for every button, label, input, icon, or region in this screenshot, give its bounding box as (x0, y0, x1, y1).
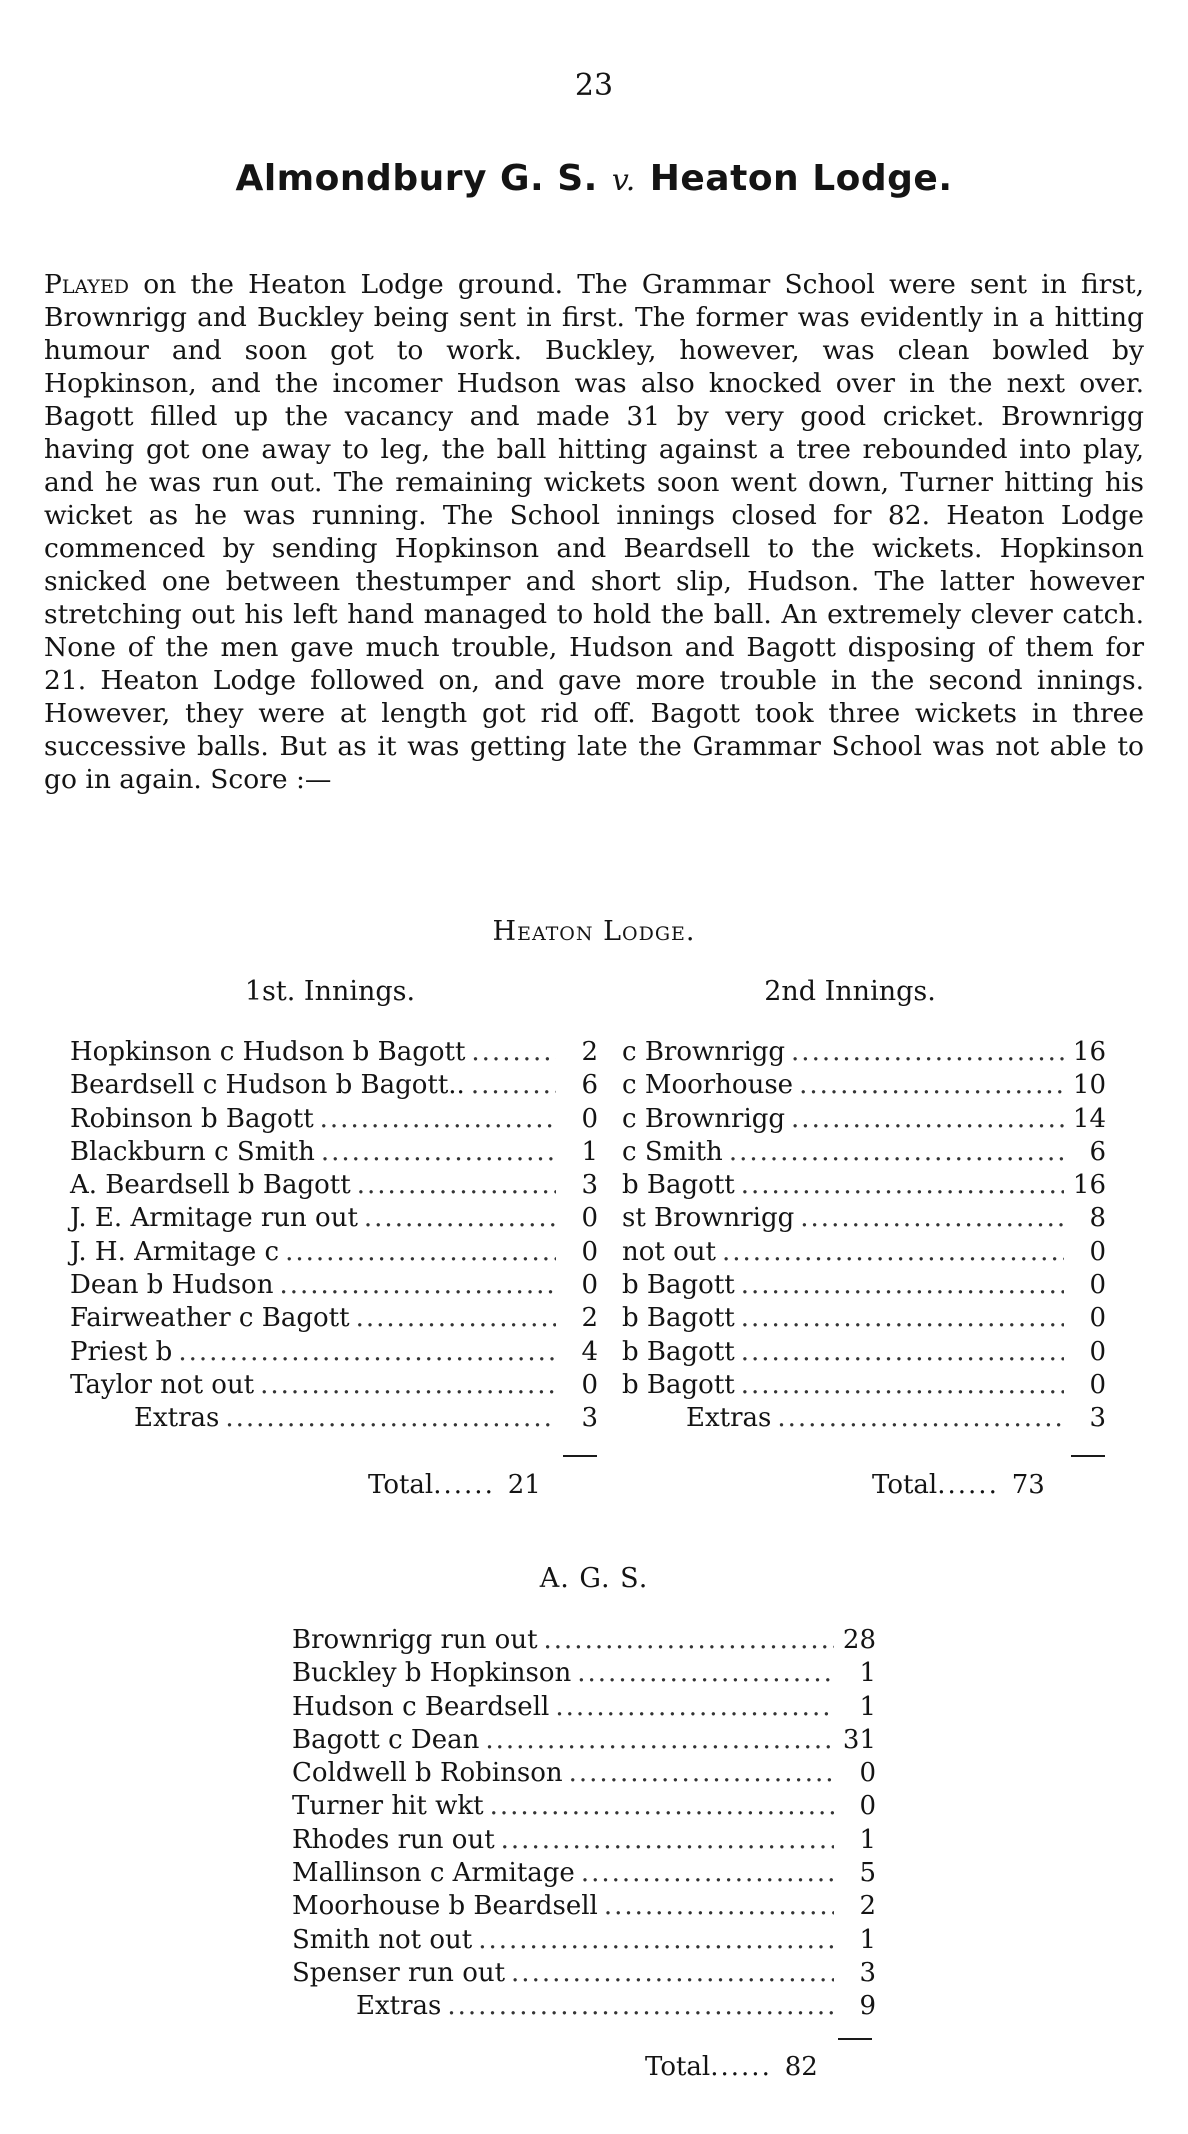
total-label: Total (872, 1470, 938, 1500)
leader-dots (741, 1336, 1064, 1369)
runs-value: 0 (581, 1236, 598, 1267)
score-row (70, 1336, 598, 1369)
score-row (292, 1657, 876, 1690)
score-row (292, 1757, 876, 1790)
runs-value: 2 (581, 1303, 598, 1334)
batsman-entry: Taylor not out (70, 1369, 255, 1400)
score-row (622, 1402, 1106, 1435)
leader-dots (285, 1236, 556, 1269)
leader-dots (544, 1624, 834, 1657)
runs-value: 0 (859, 1758, 876, 1789)
leader-dots (791, 1036, 1064, 1069)
score-row (70, 1302, 598, 1335)
leader-dots (447, 1990, 834, 2023)
second-innings-total (872, 1470, 1045, 1500)
total-label: Total (645, 2052, 711, 2082)
runs-value: 0 (581, 1270, 598, 1301)
runs-value: 0 (1089, 1369, 1106, 1400)
leader-dots (511, 1957, 834, 1990)
versus-label: v. (611, 163, 636, 198)
batsman-entry: Blackburn c Smith (70, 1136, 315, 1167)
runs-value: 0 (581, 1103, 598, 1134)
batsman-entry: Extras (356, 1991, 442, 2022)
runs-value: 0 (859, 1791, 876, 1822)
runs-value: 1 (859, 1824, 876, 1855)
runs-value: 0 (1089, 1270, 1106, 1301)
batsman-entry: J. E. Armitage run out (70, 1203, 358, 1234)
leader-dots (604, 1890, 834, 1923)
runs-value: 16 (1072, 1037, 1106, 1067)
report-lead-word: Played (44, 269, 130, 300)
batsman-entry: Turner hit wkt (292, 1791, 484, 1822)
score-row (292, 1957, 876, 1990)
leader-dots (260, 1369, 556, 1402)
score-row (70, 1069, 598, 1102)
leader-dots (777, 1402, 1064, 1435)
score-row (292, 1990, 876, 2023)
score-row (622, 1236, 1106, 1269)
leader-dots (741, 1169, 1064, 1202)
runs-value: 31 (842, 1724, 876, 1755)
runs-value: 5 (859, 1858, 876, 1889)
second-innings-total-rule (1071, 1455, 1105, 1457)
runs-value: 0 (581, 1203, 598, 1234)
score-row (292, 1890, 876, 1923)
leader-dots (478, 1924, 834, 1957)
runs-value: 3 (859, 1957, 876, 1988)
heaton-lodge-heading: Heaton Lodge. (492, 916, 696, 947)
runs-value: 14 (1072, 1103, 1106, 1134)
score-row (292, 1691, 876, 1724)
batsman-entry: Extras (134, 1403, 220, 1434)
score-row (70, 1402, 598, 1435)
leader-dots (356, 1302, 556, 1335)
leader-dots (555, 1691, 834, 1724)
runs-value: 8 (1089, 1203, 1106, 1234)
runs-value: 1 (859, 1924, 876, 1955)
score-row (622, 1169, 1106, 1202)
runs-value: 16 (1072, 1170, 1106, 1201)
leader-dots (279, 1269, 556, 1302)
score-row (292, 1857, 876, 1890)
runs-value: 6 (1089, 1136, 1106, 1167)
score-row (622, 1369, 1106, 1402)
runs-value: 0 (1089, 1303, 1106, 1334)
first-innings-scorecard (70, 1036, 598, 1436)
score-row (622, 1036, 1106, 1069)
batsman-entry: Bagott c Dean (292, 1724, 480, 1755)
total-label: Total (368, 1470, 434, 1500)
leader-dots (490, 1790, 834, 1823)
first-innings-total (368, 1470, 541, 1500)
leader-dots (581, 1857, 834, 1890)
leader-dots (569, 1757, 834, 1790)
report-text: on the Heaton Lodge ground. The Grammar School were sent in first, Brownrigg and Buckley being sent in first. The former was evidently in a hitting humour and soon got to work. Buckley, however, was clean bowled by Hopkinson, and the incomer Hudson was also knocked over in the next over. Bagott filled up the vacancy and made 31 by very good cricket. Brownrigg having got one away to leg, the ball hitting against a tree rebounded into play, and he was run out. The remaining wickets soon went down, Turner hitting his wicket as he was running. The School innings closed for 82. Heaton Lodge commenced by sending Hopkinson and Beardsell to the wickets. Hopkinson snicked one between thestumper and short slip, Hudson. The latter however stretching out his left hand managed to hold the ball. An extremely clever catch. None of the men gave much trouble, Hudson and Bagott disposing of them for 21. Heaton Lodge followed on, and gave more trouble in the second innings. However, they were at length got rid off. Bagott took three wickets in three successive balls. But as it was getting late the Grammar School was not able to go in again. Score :— (44, 269, 1144, 795)
score-row (622, 1302, 1106, 1335)
runs-value: 6 (581, 1070, 598, 1101)
score-row (70, 1103, 598, 1136)
batsman-entry: Brownrigg run out (292, 1625, 538, 1655)
score-row (70, 1136, 598, 1169)
leader-dots (577, 1657, 834, 1690)
runs-value: 10 (1072, 1070, 1106, 1101)
score-row (622, 1069, 1106, 1102)
away-team-name: Heaton Lodge. (649, 158, 953, 199)
score-row (622, 1336, 1106, 1369)
home-team-name: Almondbury G. S. (235, 158, 598, 199)
leader-dots (471, 1069, 556, 1102)
batsman-entry: Spenser run out (292, 1957, 506, 1988)
batsman-entry: b Bagott (622, 1369, 735, 1400)
score-row (622, 1202, 1106, 1235)
batsman-entry: c Moorhouse (622, 1070, 794, 1101)
runs-value: 3 (581, 1403, 598, 1434)
batsman-entry: Hopkinson c Hudson b Bagott (70, 1037, 466, 1067)
score-row (622, 1136, 1106, 1169)
leader-dots (471, 1036, 556, 1069)
runs-value: 9 (859, 1991, 876, 2022)
leader-dots (485, 1724, 834, 1757)
score-row (622, 1269, 1106, 1302)
runs-value: 2 (581, 1037, 598, 1067)
ags-total-rule (838, 2038, 872, 2040)
runs-value: 0 (581, 1369, 598, 1400)
batsman-entry: Buckley b Hopkinson (292, 1658, 572, 1689)
score-row (70, 1202, 598, 1235)
leader-dots (722, 1236, 1064, 1269)
runs-value: 1 (859, 1658, 876, 1689)
runs-value: 0 (1089, 1236, 1106, 1267)
second-innings-heading: 2nd Innings. (764, 976, 936, 1007)
score-row (70, 1369, 598, 1402)
batsman-entry: Mallinson c Armitage (292, 1858, 575, 1889)
score-row (292, 1790, 876, 1823)
leader-dots (364, 1202, 556, 1235)
leader-dots (501, 1824, 834, 1857)
runs-value: 3 (581, 1170, 598, 1201)
runs-value: 1 (581, 1136, 598, 1167)
ags-heading: A. G. S. (539, 1563, 649, 1594)
score-row (292, 1724, 876, 1757)
batsman-entry: Extras (686, 1403, 772, 1434)
batsman-entry: J. H. Armitage c (70, 1236, 280, 1267)
leader-dots (357, 1169, 556, 1202)
first-innings-heading: 1st. Innings. (244, 976, 416, 1007)
score-row (70, 1169, 598, 1202)
leader-dots (320, 1103, 556, 1136)
runs-value: 4 (581, 1336, 598, 1367)
runs-value: 0 (1089, 1336, 1106, 1367)
ags-total (645, 2052, 818, 2082)
leader-dots (799, 1069, 1064, 1102)
leader-dots (178, 1336, 556, 1369)
batsman-entry: Priest b (70, 1336, 173, 1367)
batsman-entry: c Brownrigg (622, 1103, 786, 1134)
batsman-entry: Hudson c Beardsell (292, 1691, 550, 1722)
match-report (44, 268, 1144, 796)
second-innings-scorecard (622, 1036, 1106, 1436)
runs-value: 2 (859, 1891, 876, 1922)
score-row (70, 1269, 598, 1302)
runs-value: 3 (1089, 1403, 1106, 1434)
total-value: 73 (1011, 1470, 1045, 1500)
batsman-entry: Coldwell b Robinson (292, 1758, 563, 1789)
leader-dots (800, 1202, 1064, 1235)
total-dots: ...... (937, 1470, 999, 1500)
score-row (292, 1624, 876, 1657)
batsman-entry: c Smith (622, 1136, 723, 1167)
score-row (292, 1924, 876, 1957)
leader-dots (729, 1136, 1064, 1169)
match-title (0, 158, 1188, 199)
batsman-entry: b Bagott (622, 1270, 735, 1301)
batsman-entry: Rhodes run out (292, 1824, 495, 1855)
page-number: 23 (574, 68, 614, 103)
batsman-entry: A. Beardsell b Bagott (70, 1170, 351, 1201)
batsman-entry: Dean b Hudson (70, 1270, 274, 1301)
score-row (622, 1103, 1106, 1136)
ags-scorecard (292, 1624, 876, 2024)
score-row (70, 1036, 598, 1069)
leader-dots (321, 1136, 556, 1169)
batsman-entry: st Brownrigg (622, 1203, 795, 1234)
batsman-entry: c Brownrigg (622, 1037, 786, 1067)
first-innings-total-rule (563, 1455, 597, 1457)
total-value: 21 (507, 1470, 541, 1500)
batsman-entry: b Bagott (622, 1336, 735, 1367)
score-row (292, 1824, 876, 1857)
total-value: 82 (784, 2052, 818, 2082)
total-dots: ...... (710, 2052, 772, 2082)
runs-value: 28 (842, 1625, 876, 1655)
batsman-entry: b Bagott (622, 1303, 735, 1334)
leader-dots (225, 1402, 556, 1435)
leader-dots (741, 1269, 1064, 1302)
batsman-entry: Moorhouse b Beardsell (292, 1891, 598, 1922)
leader-dots (741, 1302, 1064, 1335)
leader-dots (741, 1369, 1064, 1402)
total-dots: ...... (433, 1470, 495, 1500)
runs-value: 1 (859, 1691, 876, 1722)
score-row (70, 1236, 598, 1269)
batsman-entry: Robinson b Bagott (70, 1103, 314, 1134)
batsman-entry: not out (622, 1236, 716, 1267)
leader-dots (791, 1103, 1064, 1136)
batsman-entry: Fairweather c Bagott (70, 1303, 350, 1334)
batsman-entry: b Bagott (622, 1170, 735, 1201)
batsman-entry: Smith not out (292, 1924, 473, 1955)
batsman-entry: Beardsell c Hudson b Bagott.. (70, 1070, 465, 1101)
